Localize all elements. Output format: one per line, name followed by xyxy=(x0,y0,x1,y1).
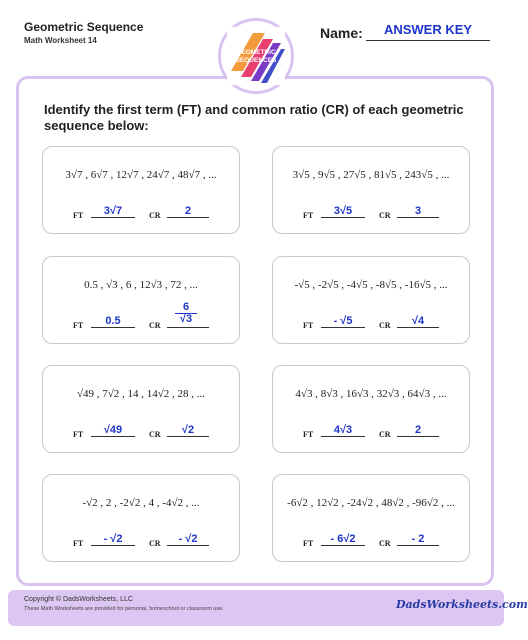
ft-blank xyxy=(91,217,135,218)
cr-blank xyxy=(397,545,439,546)
problem-card-2 xyxy=(272,146,470,234)
cr-blank xyxy=(397,217,439,218)
sequence: 4√3 , 8√3 , 16√3 , 32√3 , 64√3 , ... xyxy=(295,388,447,400)
cr-answer: - 2 xyxy=(411,533,425,545)
cr-label: CR xyxy=(379,211,391,220)
ft-label: FT xyxy=(303,539,314,548)
cr-blank xyxy=(397,327,439,328)
ft-answer: - 6√2 xyxy=(330,533,356,545)
ft-label: FT xyxy=(303,211,314,220)
problem-card-3 xyxy=(42,256,240,344)
cr-answer: 2 xyxy=(414,424,422,436)
sequence: -√5 , -2√5 , -4√5 , -8√5 , -16√5 , ... xyxy=(294,279,448,291)
ft-blank xyxy=(91,436,135,437)
name-field xyxy=(320,22,490,42)
cr-blank xyxy=(167,217,209,218)
dadsworksheets-logo: DadsWorksheets.com xyxy=(396,598,528,611)
cr-denominator: √3 xyxy=(175,313,197,325)
ft-answer: - √5 xyxy=(333,315,353,327)
ft-answer: 0.5 xyxy=(105,315,121,327)
problem-card-6 xyxy=(272,365,470,453)
sequence: 0.5 , √3 , 6 , 12√3 , 72 , ... xyxy=(84,279,198,291)
cr-label: CR xyxy=(379,321,391,330)
cr-answer: 3 xyxy=(414,205,422,217)
ft-blank xyxy=(91,545,135,546)
badge-line-1: GEOMETRIC xyxy=(236,49,276,56)
cr-label: CR xyxy=(149,539,161,548)
problem-card-8 xyxy=(272,474,470,562)
ft-label: FT xyxy=(73,211,84,220)
geometric-sequences-logo xyxy=(227,27,285,85)
ft-answer: - √2 xyxy=(103,533,123,545)
cr-answer: - √2 xyxy=(178,533,198,545)
problem-card-1 xyxy=(42,146,240,234)
ft-label: FT xyxy=(303,430,314,439)
cr-answer: √4 xyxy=(411,315,425,327)
cr-answer: √2 xyxy=(181,424,195,436)
ft-blank xyxy=(91,327,135,328)
usage-note: These Math Worksheets are provided for personal, homeschool or classroom use. xyxy=(24,606,224,612)
ft-answer: √49 xyxy=(103,424,123,436)
sequence: -√2 , 2 , -2√2 , 4 , -4√2 , ... xyxy=(82,497,200,509)
ft-answer: 3√7 xyxy=(103,205,123,217)
ft-label: FT xyxy=(303,321,314,330)
copyright-text: Copyright © DadsWorksheets, LLC xyxy=(24,596,133,603)
cr-blank xyxy=(397,436,439,437)
worksheet-title: Geometric Sequence xyxy=(24,20,144,34)
badge-line-2: SEQUENCES xyxy=(235,57,277,64)
ft-blank xyxy=(321,217,365,218)
name-label: Name: xyxy=(320,25,363,41)
cr-blank xyxy=(167,545,209,546)
topic-badge xyxy=(218,18,294,94)
ft-blank xyxy=(321,327,365,328)
ft-label: FT xyxy=(73,321,84,330)
ft-label: FT xyxy=(73,430,84,439)
problem-card-5 xyxy=(42,365,240,453)
sequence: -6√2 , 12√2 , -24√2 , 48√2 , -96√2 , ... xyxy=(287,497,455,509)
ft-label: FT xyxy=(73,539,84,548)
cr-answer-fraction xyxy=(175,302,197,325)
cr-answer: 2 xyxy=(184,205,192,217)
problem-card-4 xyxy=(272,256,470,344)
ft-answer: 3√5 xyxy=(333,205,353,217)
sequence: 3√7 , 6√7 , 12√7 , 24√7 , 48√7 , ... xyxy=(65,169,217,181)
instructions: Identify the first term (FT) and common ratio (CR) of each geometric sequence below: xyxy=(44,102,464,133)
answer-key-text: ANSWER KEY xyxy=(383,22,473,37)
cr-label: CR xyxy=(149,211,161,220)
cr-label: CR xyxy=(149,321,161,330)
name-underline xyxy=(366,40,490,41)
cr-label: CR xyxy=(379,430,391,439)
ft-answer: 4√3 xyxy=(333,424,353,436)
ft-blank xyxy=(321,545,365,546)
ft-blank xyxy=(321,436,365,437)
cr-blank xyxy=(167,327,209,328)
problem-card-7 xyxy=(42,474,240,562)
sequence: √49 , 7√2 , 14 , 14√2 , 28 , ... xyxy=(76,388,206,400)
cr-label: CR xyxy=(149,430,161,439)
cr-blank xyxy=(167,436,209,437)
cr-numerator: 6 xyxy=(182,301,190,313)
worksheet-subtitle: Math Worksheet 14 xyxy=(24,36,97,45)
footer xyxy=(8,590,528,626)
sequence: 3√5 , 9√5 , 27√5 , 81√5 , 243√5 , ... xyxy=(292,169,450,181)
cr-label: CR xyxy=(379,539,391,548)
